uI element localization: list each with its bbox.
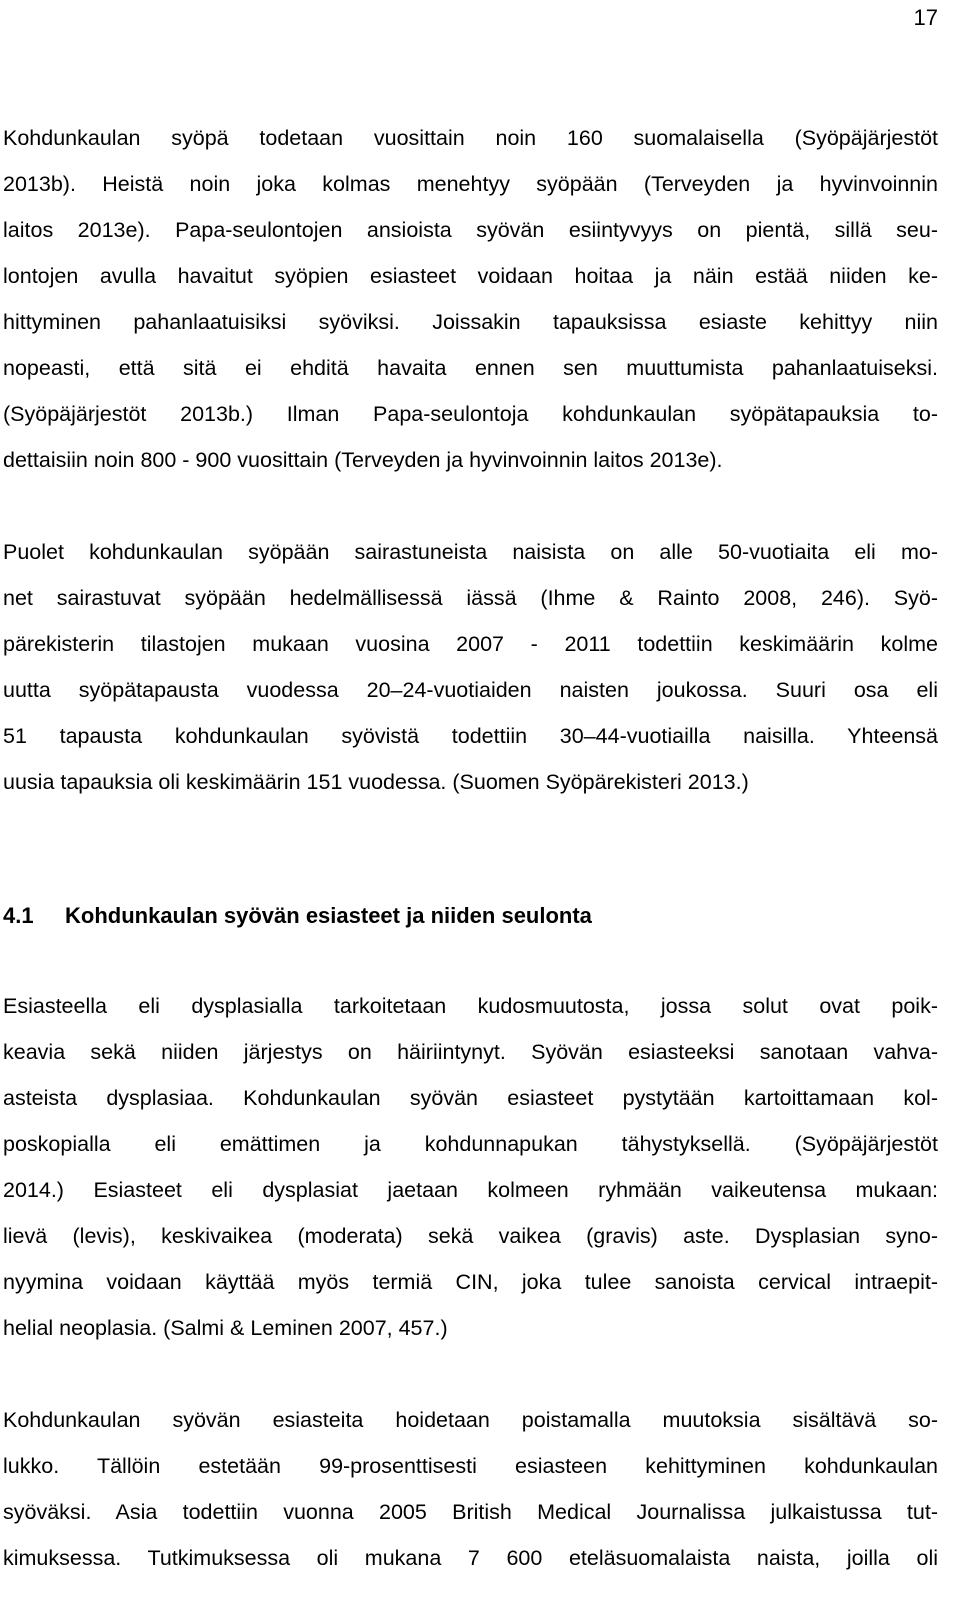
text-line: kimuksessa. Tutkimuksessa oli mukana 7 600 eteläsuomalaista naista, joilla oli bbox=[3, 1546, 938, 1570]
text-line: uusia tapauksia oli keskimäärin 151 vuodessa. (Suomen Syöpärekisteri 2013.) bbox=[3, 770, 749, 794]
text-line: pärekisterin tilastojen mukaan vuosina 2007 - 2011 todettiin keskimäärin kolme bbox=[3, 632, 938, 656]
text-line: 2013b). Heistä noin joka kolmas menehtyy syöpään (Terveyden ja hyvinvoinnin bbox=[3, 172, 938, 196]
section-number: 4.1 bbox=[3, 903, 34, 928]
text-line: laitos 2013e). Papa-seulontojen ansioista syövän esiintyvyys on pientä, sillä seu- bbox=[3, 218, 938, 242]
section-heading bbox=[3, 893, 592, 939]
text-line: net sairastuvat syöpään hedelmällisessä iässä (Ihme & Rainto 2008, 246). Syö- bbox=[3, 586, 938, 610]
text-line: asteista dysplasiaa. Kohdunkaulan syövän esiasteet pystytään kartoittamaan kol- bbox=[3, 1086, 938, 1110]
section-title: Kohdunkaulan syövän esiasteet ja niiden seulonta bbox=[65, 903, 592, 928]
text-line: uutta syöpätapausta vuodessa 20–24-vuotiaiden naisten joukossa. Suuri osa eli bbox=[3, 678, 938, 702]
text-line: lontojen avulla havaitut syöpien esiasteet voidaan hoitaa ja näin estää niiden ke- bbox=[3, 264, 938, 288]
text-line: lievä (levis), keskivaikea (moderata) sekä vaikea (gravis) aste. Dysplasian syno- bbox=[3, 1224, 938, 1248]
text-line: hittyminen pahanlaatuisiksi syöviksi. Joissakin tapauksissa esiaste kehittyy niin bbox=[3, 310, 938, 334]
text-line: Kohdunkaulan syövän esiasteita hoidetaan poistamalla muutoksia sisältävä so- bbox=[3, 1408, 938, 1432]
text-line: keavia sekä niiden järjestys on häiriintynyt. Syövän esiasteeksi sanotaan vahva- bbox=[3, 1040, 938, 1064]
text-line: Esiasteella eli dysplasialla tarkoitetaan kudosmuutosta, jossa solut ovat poik- bbox=[3, 994, 938, 1018]
text-line: Puolet kohdunkaulan syöpään sairastuneista naisista on alle 50-vuotiaita eli mo- bbox=[3, 540, 938, 564]
text-line: dettaisiin noin 800 - 900 vuosittain (Terveyden ja hyvinvoinnin laitos 2013e). bbox=[3, 448, 723, 472]
text-line: Kohdunkaulan syöpä todetaan vuosittain noin 160 suomalaisella (Syöpäjärjestöt bbox=[3, 126, 938, 150]
text-line: helial neoplasia. (Salmi & Leminen 2007, 457.) bbox=[3, 1316, 448, 1340]
text-line: syöväksi. Asia todettiin vuonna 2005 British Medical Journalissa julkaistussa tut- bbox=[3, 1500, 938, 1524]
text-line: 51 tapausta kohdunkaulan syövistä todettiin 30–44-vuotiailla naisilla. Yhteensä bbox=[3, 724, 938, 748]
text-line: lukko. Tällöin estetään 99-prosenttisesti esiasteen kehittyminen kohdunkaulan bbox=[3, 1454, 938, 1478]
text-line: poskopialla eli emättimen ja kohdunnapukan tähystyksellä. (Syöpäjärjestöt bbox=[3, 1132, 938, 1156]
text-line: (Syöpäjärjestöt 2013b.) Ilman Papa-seulontoja kohdunkaulan syöpätapauksia to- bbox=[3, 402, 938, 426]
text-line: 2014.) Esiasteet eli dysplasiat jaetaan kolmeen ryhmään vaikeutensa mukaan: bbox=[3, 1178, 938, 1202]
page-number: 17 bbox=[913, 5, 938, 30]
text-line: nyymina voidaan käyttää myös termiä CIN, joka tulee sanoista cervical intraepit- bbox=[3, 1270, 938, 1294]
text-line: nopeasti, että sitä ei ehditä havaita ennen sen muuttumista pahanlaatuiseksi. bbox=[3, 356, 938, 380]
